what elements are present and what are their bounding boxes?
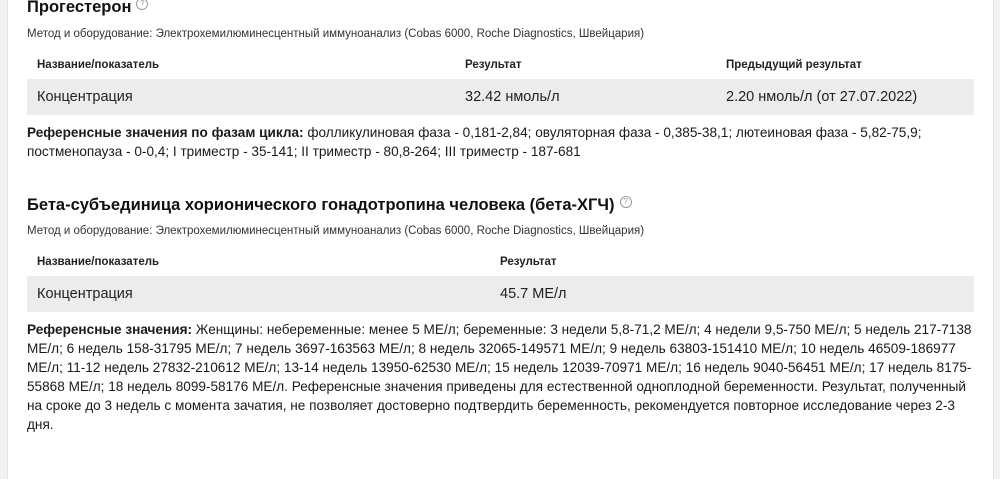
reference-text: Женщины: небеременные: менее 5 МЕ/л; беременные: 3 недели 5,8-71,2 МЕ/л; 4 недели 9,5-750 МЕ/л; 5 недель 217-7138 МЕ/л; 6 недель 158-31795 МЕ/л; 7 недель 3697-163563 МЕ/л; 8 недель 32065-149571 МЕ/л; 9 недель 63803-151410 МЕ/л; 10 недель 46509-186977 МЕ/л; 11-12 недель 27832-210612 МЕ/л; 13-14 недель 13950-62530 МЕ/л; 15 недель 12039-70971 МЕ/л; 16 недель 9040-56451 МЕ/л; 17 недель 8175-55868 МЕ/л; 18 недель 8099-58176 МЕ/л. Референсные значения приведены для естественной одноплодной беременности. Результат, полученный на сроке до 3 недель с момента зачатия, не позволяет достоверно подтвердить беременность, рекомендуется повторное исследование через 2-3 дня. xyxy=(27,322,972,432)
section-title xyxy=(27,195,974,215)
column-result: Результат xyxy=(500,256,557,268)
results-page xyxy=(7,0,994,479)
row-name: Концентрация xyxy=(37,89,133,105)
method-text: Метод и оборудование: Электрохемилюминесцентный иммуноанализ (Cobas 6000, Roche Diagnostics, Швейцария) xyxy=(27,225,645,237)
reference-label: Референсные значения: xyxy=(27,322,193,337)
reference-text: фолликулиновая фаза - 0,181-2,84; овуляторная фаза - 0,385-38,1; лютеиновая фаза - 5,82-75,9; постменопауза - 0-0,4; I триместр - 35-141; II триместр - 80,8-264; III триместр - 187-681 xyxy=(27,125,922,159)
table-row xyxy=(27,79,974,115)
reference-label: Референсные значения по фазам цикла: xyxy=(27,125,304,140)
row-name: Концентрация xyxy=(37,286,133,302)
reference-values xyxy=(27,123,974,161)
row-result: 32.42 нмоль/л xyxy=(465,89,560,105)
row-previous-result: 2.20 нмоль/л (от 27.07.2022) xyxy=(726,89,918,105)
column-name: Название/показатель xyxy=(37,256,160,268)
row-result: 45.7 МЕ/л xyxy=(500,286,567,302)
question-circle-icon[interactable]: ? xyxy=(136,0,148,10)
section-beta-hcg xyxy=(27,195,974,434)
column-previous-result: Предыдущий результат xyxy=(726,59,862,71)
table-header xyxy=(27,59,974,79)
column-name: Название/показатель xyxy=(37,59,160,71)
section-title-text: Бета-субъединица хорионического гонадотропина человека (бета-ХГЧ) xyxy=(27,196,615,214)
method-text: Метод и оборудование: Электрохемилюминесцентный иммуноанализ (Cobas 6000, Roche Diagnostics, Швейцария) xyxy=(27,28,645,40)
question-circle-icon[interactable]: ? xyxy=(620,196,632,208)
table-row xyxy=(27,276,974,312)
section-title xyxy=(27,0,974,17)
reference-values xyxy=(27,320,974,434)
table-header xyxy=(27,256,974,276)
column-result: Результат xyxy=(465,59,522,71)
section-title-text: Прогестерон xyxy=(27,0,132,16)
section-progesterone xyxy=(27,0,974,161)
